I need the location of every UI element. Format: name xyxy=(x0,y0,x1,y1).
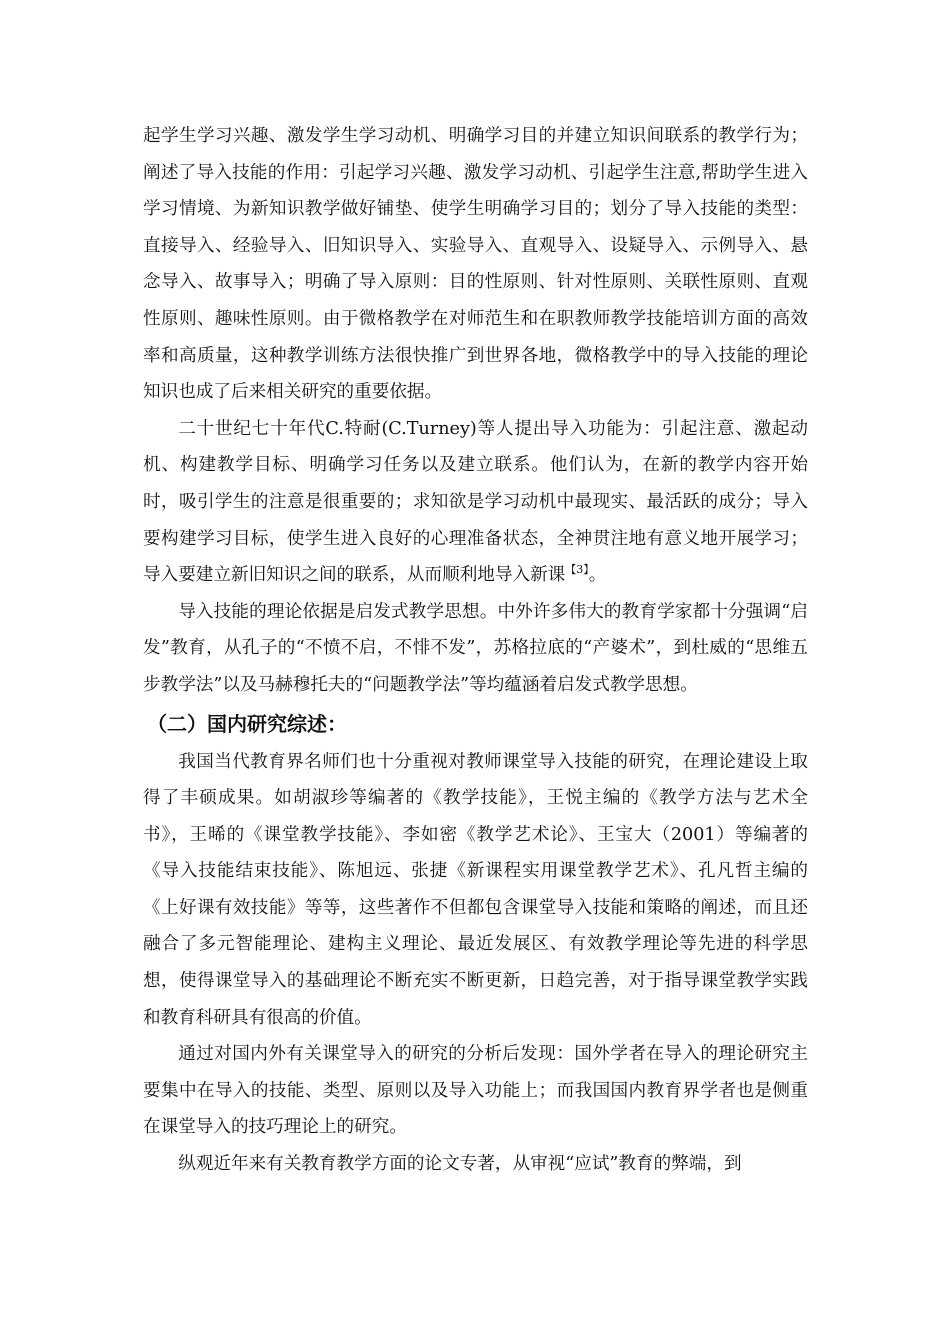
body-paragraph: 纵观近年来有关教育教学方面的论文专著，从审视“应试”教育的弊端，到 xyxy=(178,1154,742,1175)
body-paragraph: 导入技能的理论依据是启发式教学思想。中外许多伟大的教育学家都十分强调“启发”教育，从孔子的“不愤不启，不悱不发”，苏格拉底的“产婆术”，到杜威的“思维五步教学法”以及马赫穆托夫的“问题教学法”等均蕴涵着启发式教学思想。 xyxy=(143,601,808,695)
body-paragraph: 通过对国内外有关课堂导入的研究的分析后发现：国外学者在导入的理论研究主要集中在导入的技能、类型、原则以及导入功能上；而我国国内教育界学者也是侧重在课堂导入的技巧理论上的研究。 xyxy=(143,1044,808,1138)
paragraph-tail: 。 xyxy=(588,565,607,586)
section-heading: （二）国内研究综述： xyxy=(147,711,347,736)
paragraph-text: 二十世纪七十年代C.特耐(C.Turney)等人提出导入功能为：引起注意、激起动机、构建教学目标、明确学习任务以及建立联系。他们认为，在新的教学内容开始时，吸引学生的注意是很重要的；求知欲是学习动机中最现实、最活跃的成分；导入要构建学习目标，使学生进入良好的心理准备状态，全神贯注地有意义地开展学习；导入要建立新旧知识之间的联系，从而顺利地导入新课 xyxy=(143,418,808,586)
citation-marker: 【3】 xyxy=(565,563,589,577)
body-paragraph: 我国当代教育界名师们也十分重视对教师课堂导入技能的研究，在理论建设上取得了丰硕成果。如胡淑珍等编著的《教学技能》，王悦主编的《教学方法与艺术全书》，王晞的《课堂教学技能》、李如密《教学艺术论》、王宝大（2001）等编著的《导入技能结束技能》、陈旭远、张捷《新课程实用课堂教学艺术》、孔凡哲主编的《上好课有效技能》等等，这些著作不但都包含课堂导入技能和策略的阐述，而且还融合了多元智能理论、建构主义理论、最近发展区、有效教学理论等先进的科学思想，使得课堂导入的基础理论不断充实不断更新，日趋完善，对于指导课堂教学实践和教育科研具有很高的价值。 xyxy=(143,751,808,1028)
document-page xyxy=(143,118,808,1183)
body-paragraph xyxy=(143,411,808,594)
body-paragraph: 起学生学习兴趣、激发学生学习动机、明确学习目的并建立知识间联系的教学行为；阐述了导入技能的作用：引起学习兴趣、激发学习动机、引起学生注意,帮助学生进入学习情境、为新知识教学做好铺垫、使学生明确学习目的；划分了导入技能的类型：直接导入、经验导入、旧知识导入、实验导入、直观导入、设疑导入、示例导入、悬念导入、故事导入；明确了导入原则：目的性原则、针对性原则、关联性原则、直观性原则、趣味性原则。由于微格教学在对师范生和在职教师教学技能培训方面的高效率和高质量，这种教学训练方法很快推广到世界各地，微格教学中的导入技能的理论知识也成了后来相关研究的重要依据。 xyxy=(143,126,808,403)
